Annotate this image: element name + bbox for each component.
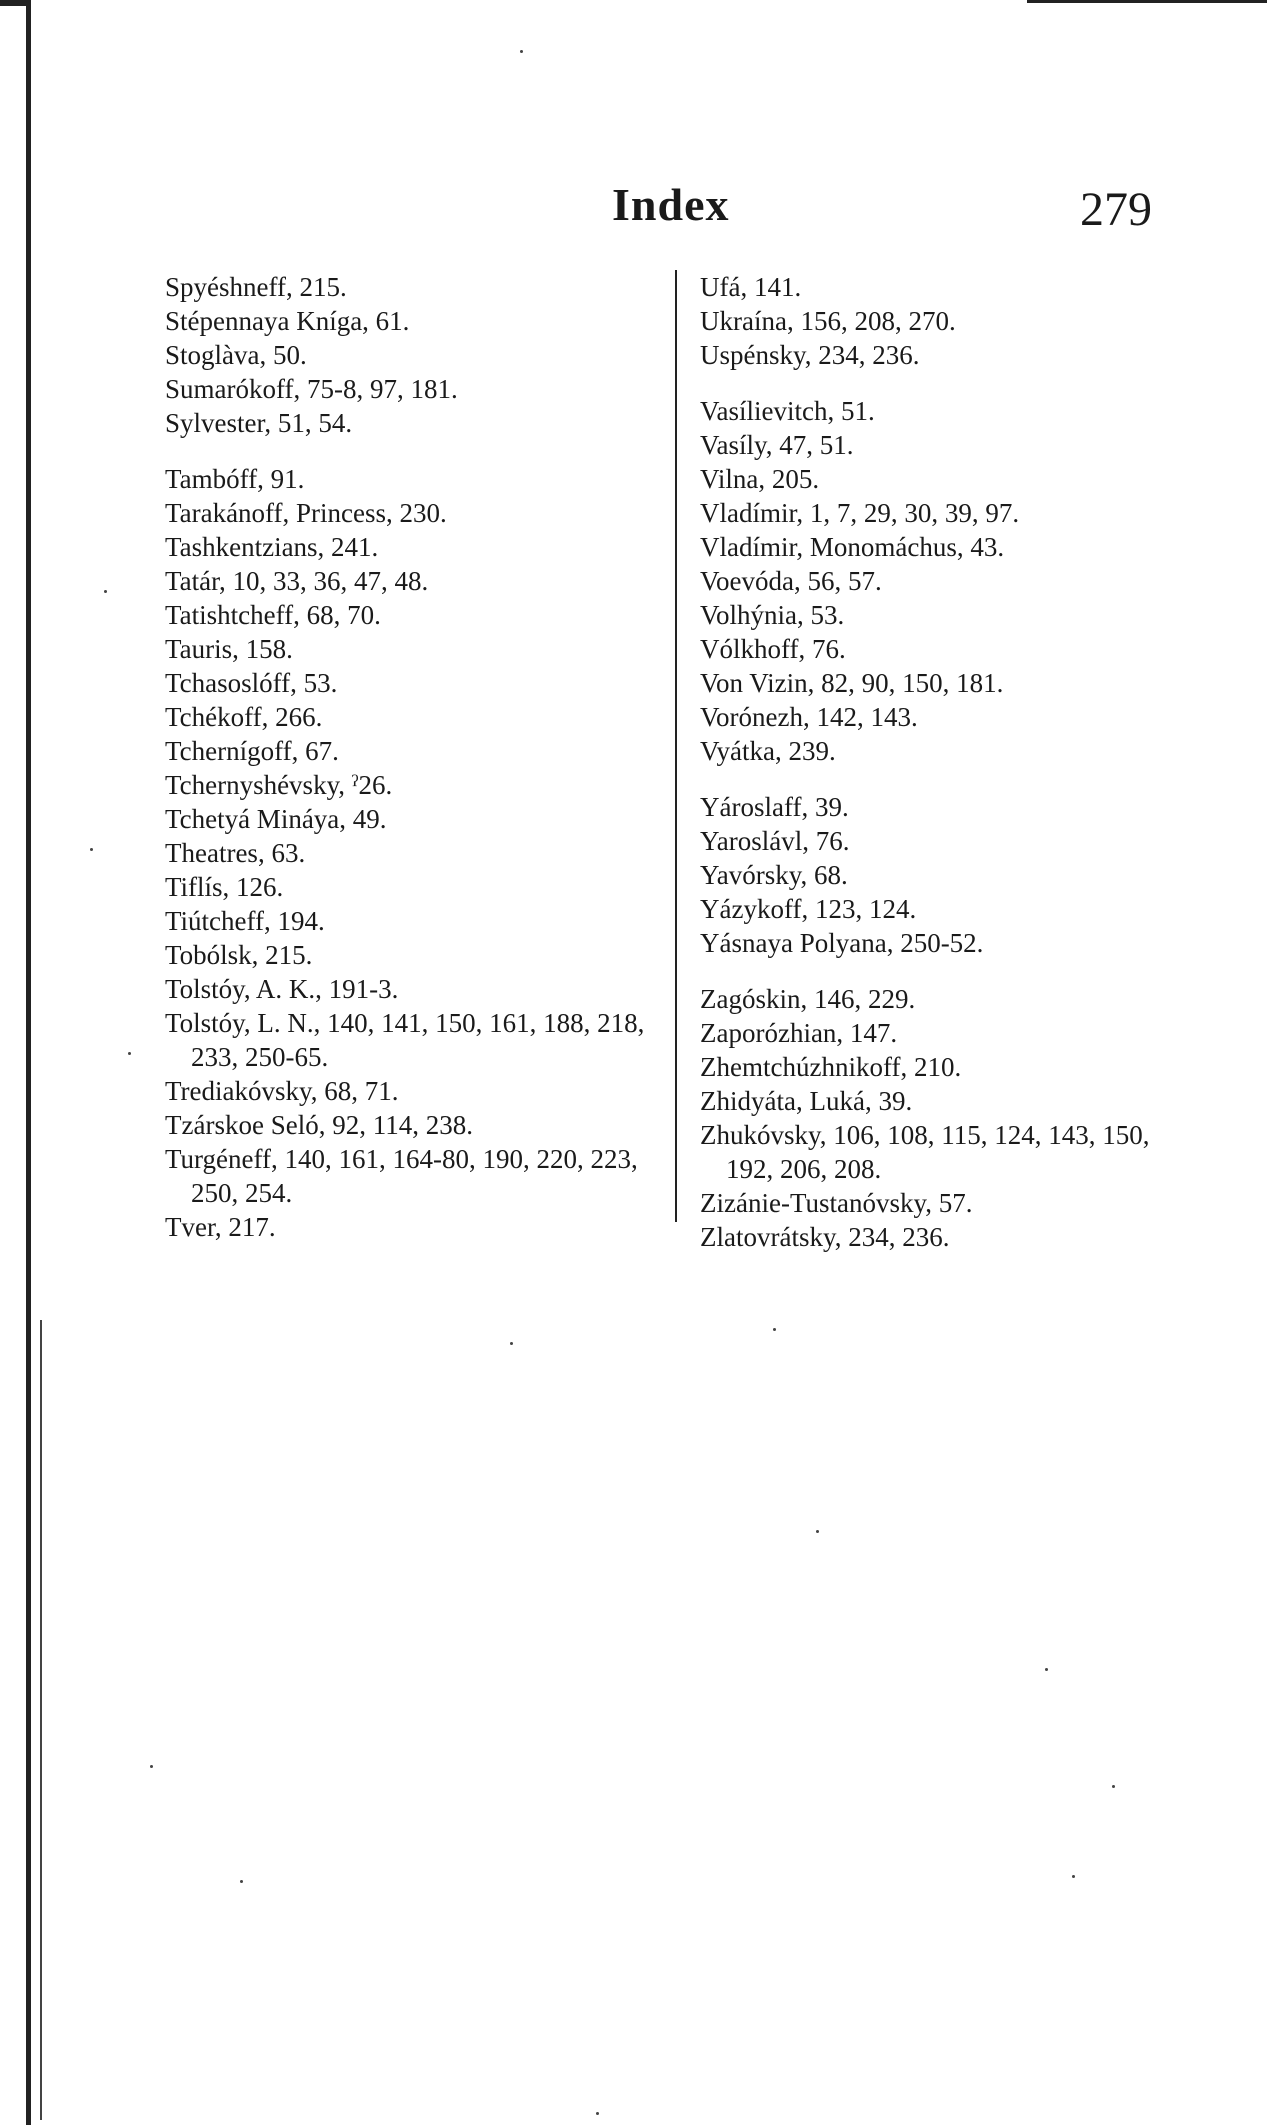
index-entry: Spyéshneff, 215. [165,272,347,302]
index-entry: Vyátka, 239. [700,736,836,766]
scan-top-rule [1027,0,1267,3]
scan-binding-edge [26,0,31,2125]
index-entry: Uspénsky, 234, 236. [700,340,920,370]
scan-speck [128,1052,131,1055]
index-entry: Tchékoff, 266. [165,702,323,732]
index-entry: Tauris, 158. [165,634,293,664]
index-entry: Tobólsk, 215. [165,940,313,970]
scan-speck [510,1342,513,1345]
index-entry: Tchetyá Mináya, 49. [165,804,387,834]
index-entry: Von Vizin, 82, 90, 150, 181. [700,668,1004,698]
index-entry: Vasílievitch, 51. [700,396,875,426]
index-entry: Tolstóy, L. N., 140, 141, 150, 161, 188, 218, 233, 250-65. [165,1008,645,1072]
index-entry: Tashkentzians, 241. [165,532,379,562]
index-entry: Yároslaff, 39. [700,792,849,822]
index-entry: Tarakánoff, Princess, 230. [165,498,447,528]
scan-speck [596,2112,599,2115]
scan-speck [1072,1875,1075,1878]
index-entry: Zagóskin, 146, 229. [700,984,916,1014]
index-entry: Vladímir, 1, 7, 29, 30, 39, 97. [700,498,1020,528]
index-entry: Sumarókoff, 75-8, 97, 181. [165,374,458,404]
index-entry: Yavórsky, 68. [700,860,848,890]
scan-speck [1045,1668,1048,1671]
index-column-left [165,270,670,1244]
index-entry: Zhidyáta, Luká, 39. [700,1086,913,1116]
index-entry: Sylvester, 51, 54. [165,408,353,438]
index-entry: Zlatovrátsky, 234, 236. [700,1222,950,1252]
index-entry: Vasíly, 47, 51. [700,430,854,460]
index-entry: Voevóda, 56, 57. [700,566,882,596]
index-column-right [700,270,1200,1254]
index-entry: Zizánie-Tustanóvsky, 57. [700,1188,973,1218]
index-entry: Vilna, 205. [700,464,820,494]
scan-speck [520,50,523,53]
index-entry: Ukraína, 156, 208, 270. [700,306,956,336]
index-entry: Tver, 217. [165,1212,276,1242]
page-number: 279 [1080,183,1152,236]
index-entry: Yaroslávl, 76. [700,826,850,856]
scan-edge-mark [0,0,28,6]
index-entry: Ufá, 141. [700,272,802,302]
index-entry: Trediakóvsky, 68, 71. [165,1076,399,1106]
index-entry: Tchernígoff, 67. [165,736,339,766]
index-entry: Zhukóvsky, 106, 108, 115, 124, 143, 150, 192, 206, 208. [700,1120,1150,1184]
index-entry: Vólkhoff, 76. [700,634,846,664]
index-entry: Stoglàva, 50. [165,340,307,370]
index-entry: Tolstóy, A. K., 191-3. [165,974,399,1004]
page-title: Index [612,179,730,230]
index-entry: Tatár, 10, 33, 36, 47, 48. [165,566,429,596]
index-entry: Turgéneff, 140, 161, 164-80, 190, 220, 223, 250, 254. [165,1144,638,1208]
index-entry: Tatishtcheff, 68, 70. [165,600,381,630]
index-entry: Zhemtchúzhnikoff, 210. [700,1052,962,1082]
index-entry: Yásnaya Polyana, 250-52. [700,928,984,958]
scan-speck [240,1880,243,1883]
scan-speck [150,1765,153,1768]
index-entry: Tchernyshévsky, ˀ26. [165,770,393,800]
index-entry: Tzárskoe Seló, 92, 114, 238. [165,1110,473,1140]
scan-speck [104,590,107,593]
scan-speck [90,848,93,851]
index-entry: Stépennaya Kníga, 61. [165,306,410,336]
scan-speck [1112,1785,1115,1788]
index-entry: Tiútcheff, 194. [165,906,325,936]
index-entry: Vladímir, Monomáchus, 43. [700,532,1005,562]
scan-speck [773,1328,776,1331]
index-entry: Zaporózhian, 147. [700,1018,898,1048]
index-entry: Tiflís, 126. [165,872,284,902]
index-entry: Volhýnia, 53. [700,600,845,630]
index-entry: Theatres, 63. [165,838,306,868]
index-entry: Yázykoff, 123, 124. [700,894,917,924]
scan-speck [816,1530,819,1533]
index-entry: Tchasoslóff, 53. [165,668,338,698]
index-entry: Vorónezh, 142, 143. [700,702,918,732]
column-divider [675,270,677,1222]
scan-binding-edge-thin [40,1320,42,2120]
index-entry: Tambóff, 91. [165,464,305,494]
